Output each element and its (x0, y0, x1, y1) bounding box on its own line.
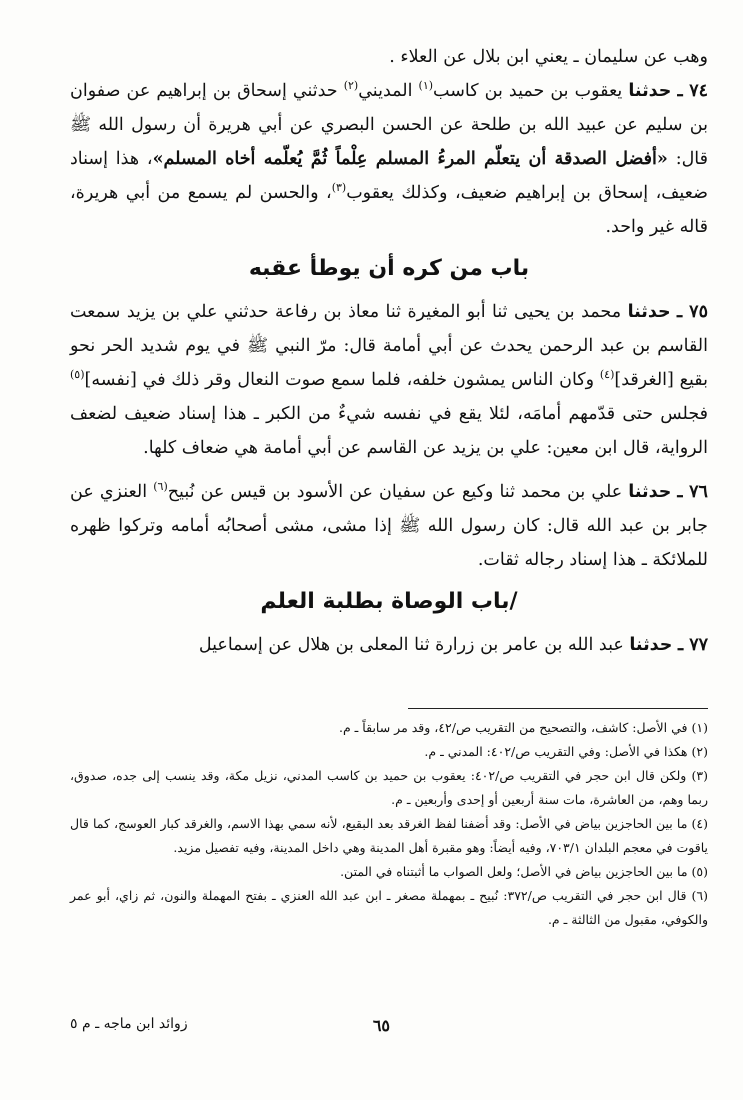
hadith-keyword: حدثنا (629, 635, 673, 655)
hadith-75 (70, 295, 708, 465)
hadith-text: محمد بن يحيى ثنا أبو المغيرة ثنا معاذ بن رفاعة حدثني علي بن يزيد سمعت القاسم بن عبد الرحمن يحدث عن أبي أمامة قال: مرّ النبي ﷺ في يوم شديد الحر نحو بقيع [الغرقد] (70, 302, 708, 390)
footnote-text: ولكن قال ابن حجر في التقريب ص/٤٠٢: يعقوب بن حميد بن كاسب المدني، نزيل مكة، وقد ينسب إلى جده، صدوق، ربما وهم، من العاشرة، مات سنة أربعين أو إحدى وأربعين ـ م. (70, 768, 708, 807)
chapter-heading: باب من كره أن يوطأ عقبه (248, 256, 530, 281)
footnote-ref[interactable]: (٣) (331, 181, 347, 195)
footnote (70, 860, 708, 884)
page-number: ٦٥ (372, 1016, 390, 1035)
footnote (70, 764, 708, 812)
chapter-heading: /باب الوصاة بطلبة العلم (260, 589, 518, 614)
hadith-keyword: حدثنا (627, 302, 671, 322)
footnote-text: في الأصل: كاشف، والتصحيح من التقريب ص/٤٢، وقد مر سابقاً ـ م. (338, 720, 688, 735)
hadith-text: يعقوب بن حميد بن كاسب (433, 81, 629, 101)
footnote-text: ما بين الحاجزين بياض في الأصل؛ ولعل الصواب ما أثبتناه في المتن. (340, 864, 688, 879)
hadith-number: ٧٥ ـ (677, 302, 708, 322)
hadith-text: ، هذا إسناد ضعيف، إسحاق بن إبراهيم ضعيف، وكذلك يعقوب (70, 149, 708, 203)
footnote-number: (٥) (691, 864, 708, 879)
footnote-ref[interactable]: (٦) (153, 480, 168, 494)
hadith-number: ٧٧ ـ (677, 635, 708, 655)
hadith-76 (70, 475, 708, 577)
hadith-text: فجلس حتى قدّمهم أمامَه، لئلا يقع في نفسه شيءٌ من الكبر ـ هذا إسناد ضعيف لضعف الرواية، قال ابن معين: علي بن يزيد عن القاسم عن أبي أمامة هي ضعاف كلها. (70, 404, 708, 458)
hadith-77 (70, 628, 708, 662)
hadith-keyword: حدثنا (628, 482, 672, 502)
hadith-text: حدثني إسحاق بن إبراهيم عن صفوان بن سليم عن عبيد الله بن طلحة عن الحسن البصري عن أبي هريرة أن رسول الله ﷺ قال: (70, 81, 709, 169)
hadith-number: ٧٤ ـ (677, 81, 708, 101)
footnote-number: (٣) (691, 768, 708, 783)
footnote-number: (٢) (691, 744, 708, 759)
hadith-74 (70, 74, 708, 244)
footnote-number: (٤) (691, 816, 708, 831)
main-text (70, 40, 708, 662)
hadith-text: العنزي عن جابر بن عبد الله قال: كان رسول الله ﷺ إذا مشى، مشى أصحابُه أمامه وتركوا ظهره للملائكة ـ هذا إسناد رجاله ثقات. (70, 482, 708, 570)
hadith-keyword: حدثنا (628, 81, 672, 101)
footnote-text: ما بين الحاجزين بياض في الأصل: وقد أضفنا لفظ الغرقد بعد البقيع، لأنه سمي بهذا الاسم، والغرقد كبار العوسج، كما قال ياقوت في معجم البلدان ٧٠٣/١، وفيه أيضاً: وهو مقبرة أهل المدينة وهي داخل المدينة، وفيه تفصيل مزيد. (70, 816, 708, 855)
hadith-text: ، والحسن لم يسمع من أبي هريرة، قاله غير واحد. (70, 183, 708, 237)
footnote-divider (408, 708, 708, 709)
footnote-number: (٦) (691, 888, 708, 903)
hadith-text: وكان الناس يمشون خلفه، فلما سمع صوت النعال وقر ذلك في [نفسه] (84, 370, 600, 390)
footnote (70, 716, 708, 740)
footnote-number: (١) (691, 720, 708, 735)
footnote-ref[interactable]: (٥) (70, 368, 85, 382)
footnote-text: قال ابن حجر في التقريب ص/٣٧٢: نُبيح ـ بمهملة مصغر ـ ابن عبد الله العنزي ـ بفتح المهملة والنون، ثم زاي، أبو عمر والكوفي، مقبول من الثالثة ـ م. (70, 888, 708, 927)
hadith-text: علي بن محمد ثنا وكيع عن سفيان عن الأسود بن قيس عن نُبيح (167, 482, 629, 502)
hadith-text: المديني (358, 81, 419, 101)
footnotes (70, 716, 708, 932)
footnote (70, 884, 708, 932)
footnote (70, 812, 708, 860)
hadith-text: عبد الله بن عامر بن زرارة ثنا المعلى بن هلال عن إسماعيل (198, 635, 630, 655)
running-title: زوائد ابن ماجه ـ م ٥ (70, 1016, 188, 1032)
footnote-ref[interactable]: (٤) (599, 368, 615, 382)
footnote (70, 740, 708, 764)
prophetic-quote: «أفضل الصدقة أن يتعلّم المرءُ المسلم عِلْماً ثُمَّ يُعلّمه أخاه المسلم» (152, 149, 668, 169)
hadith-number: ٧٦ ـ (677, 482, 708, 502)
footnote-ref[interactable]: (١) (418, 79, 434, 93)
footnote-text: هكذا في الأصل: وفي التقريب ص/٤٠٢: المدني ـ م. (424, 744, 688, 759)
footnote-ref[interactable]: (٢) (343, 79, 359, 93)
lead-line: وهب عن سليمان ـ يعني ابن بلال عن العلاء . (389, 47, 708, 67)
